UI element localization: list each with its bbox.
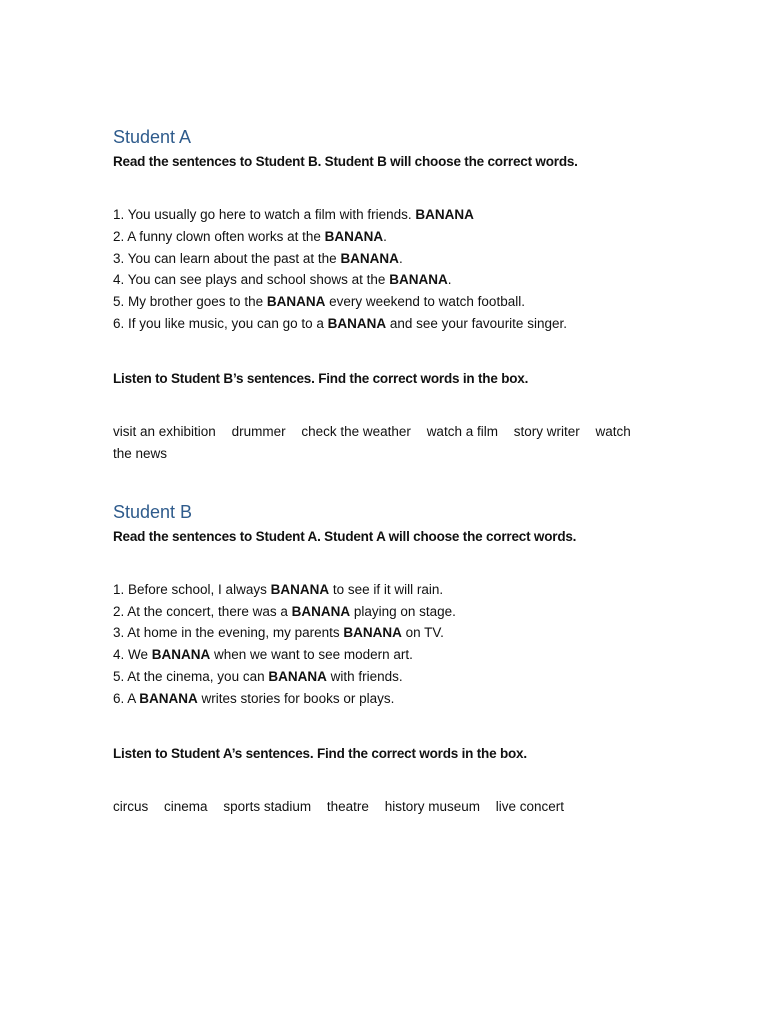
sentence-blank-word: BANANA xyxy=(327,315,387,331)
sentence-text-before: 1. You usually go here to watch a film with friends. xyxy=(113,207,416,222)
student-a-heading: Student A xyxy=(113,127,192,147)
sentence-text-before: 5. My brother goes to the xyxy=(113,294,267,310)
sentence-text-after: . xyxy=(398,250,403,266)
sentence-text-before: 4. You can see plays and school shows at the xyxy=(113,272,390,288)
sentence-item xyxy=(113,204,653,226)
sentence-item xyxy=(113,601,653,623)
sentence-text-after: . xyxy=(383,228,387,244)
sentence-text-after: on TV. xyxy=(401,625,444,641)
sentence-text-before: 3. You can learn about the past at the xyxy=(113,250,341,266)
student-b-sentence-list xyxy=(113,579,653,710)
sentence-text-before: 2. A funny clown often works at the xyxy=(113,228,325,244)
sentence-item xyxy=(113,688,653,710)
word-box-item: live concert xyxy=(495,798,565,814)
sentence-text-before: 6. If you like music, you can go to a xyxy=(113,315,328,331)
sentence-text-after: when we want to see modern art. xyxy=(210,647,413,663)
sentence-blank-word: BANANA xyxy=(340,250,399,266)
sentence-blank-word: BANANA xyxy=(268,668,327,684)
student-b-instruction: Read the sentences to Student A. Student A will choose the correct words. xyxy=(113,528,577,544)
student-b-section xyxy=(113,499,653,818)
sentence-blank-word: BANANA xyxy=(291,603,351,619)
word-box-item: drummer xyxy=(231,423,286,439)
word-box-item: history museum xyxy=(384,798,480,814)
word-box-item: cinema xyxy=(164,798,208,814)
sentence-item xyxy=(113,666,653,688)
sentence-text-before: 6. A xyxy=(113,690,140,706)
worksheet xyxy=(113,124,653,818)
sentence-item xyxy=(113,622,653,644)
sentence-blank-word: BANANA xyxy=(270,581,330,597)
sentence-text-after: with friends. xyxy=(326,668,403,684)
sentence-blank-word: BANANA xyxy=(139,690,198,706)
sentence-item xyxy=(113,579,653,601)
sentence-text-after: every weekend to watch football. xyxy=(325,294,525,310)
sentence-item xyxy=(113,644,653,666)
sentence-item xyxy=(113,248,653,270)
sentence-blank-word: BANANA xyxy=(324,228,384,244)
sentence-item xyxy=(113,226,653,248)
sentence-text-after: writes stories for books or plays. xyxy=(197,690,395,706)
sentence-blank-word: BANANA xyxy=(266,294,326,310)
word-box-item: story writer xyxy=(513,423,580,439)
sentence-blank-word: BANANA xyxy=(389,272,448,288)
sentence-text-before: 3. At home in the evening, my parents xyxy=(113,625,344,641)
word-box-item: watch the news xyxy=(113,423,631,461)
sentence-text-before: 4. We xyxy=(113,647,152,663)
student-a-sentence-list xyxy=(113,204,653,335)
sentence-blank-word: BANANA xyxy=(151,647,211,663)
sentence-blank-word: BANANA xyxy=(415,207,474,222)
sentence-item xyxy=(113,313,653,335)
student-a-section xyxy=(113,124,653,465)
sentence-text-after: to see if it will rain. xyxy=(329,581,444,597)
sentence-item xyxy=(113,269,653,291)
sentence-text-before: 5. At the cinema, you can xyxy=(113,668,269,684)
sentence-text-after: and see your favourite singer. xyxy=(386,315,567,331)
student-b-heading: Student B xyxy=(113,501,193,522)
word-box-item: watch a film xyxy=(426,423,498,439)
sentence-text-after: playing on stage. xyxy=(350,603,456,619)
sentence-text-before: 1. Before school, I always xyxy=(113,581,271,597)
student-a-listen-instruction: Listen to Student B’s sentences. Find the correct words in the box. xyxy=(113,370,529,386)
sentence-blank-word: BANANA xyxy=(343,625,402,641)
word-box-item: visit an exhibition xyxy=(113,423,216,439)
student-b-listen-instruction: Listen to Student A’s sentences. Find the correct words in the box. xyxy=(113,745,527,761)
word-box-item: check the weather xyxy=(301,423,411,439)
sentence-text-after: . xyxy=(447,272,452,288)
sentence-text-before: 2. At the concert, there was a xyxy=(113,603,292,619)
word-box-item: theatre xyxy=(326,798,369,814)
sentence-item xyxy=(113,291,653,313)
word-box-item: sports stadium xyxy=(223,798,312,814)
student-a-instruction: Read the sentences to Student B. Student B will choose the correct words. xyxy=(113,154,578,169)
student-b-word-box xyxy=(113,796,653,818)
word-box-item: circus xyxy=(113,798,149,814)
student-a-word-box xyxy=(113,421,653,465)
